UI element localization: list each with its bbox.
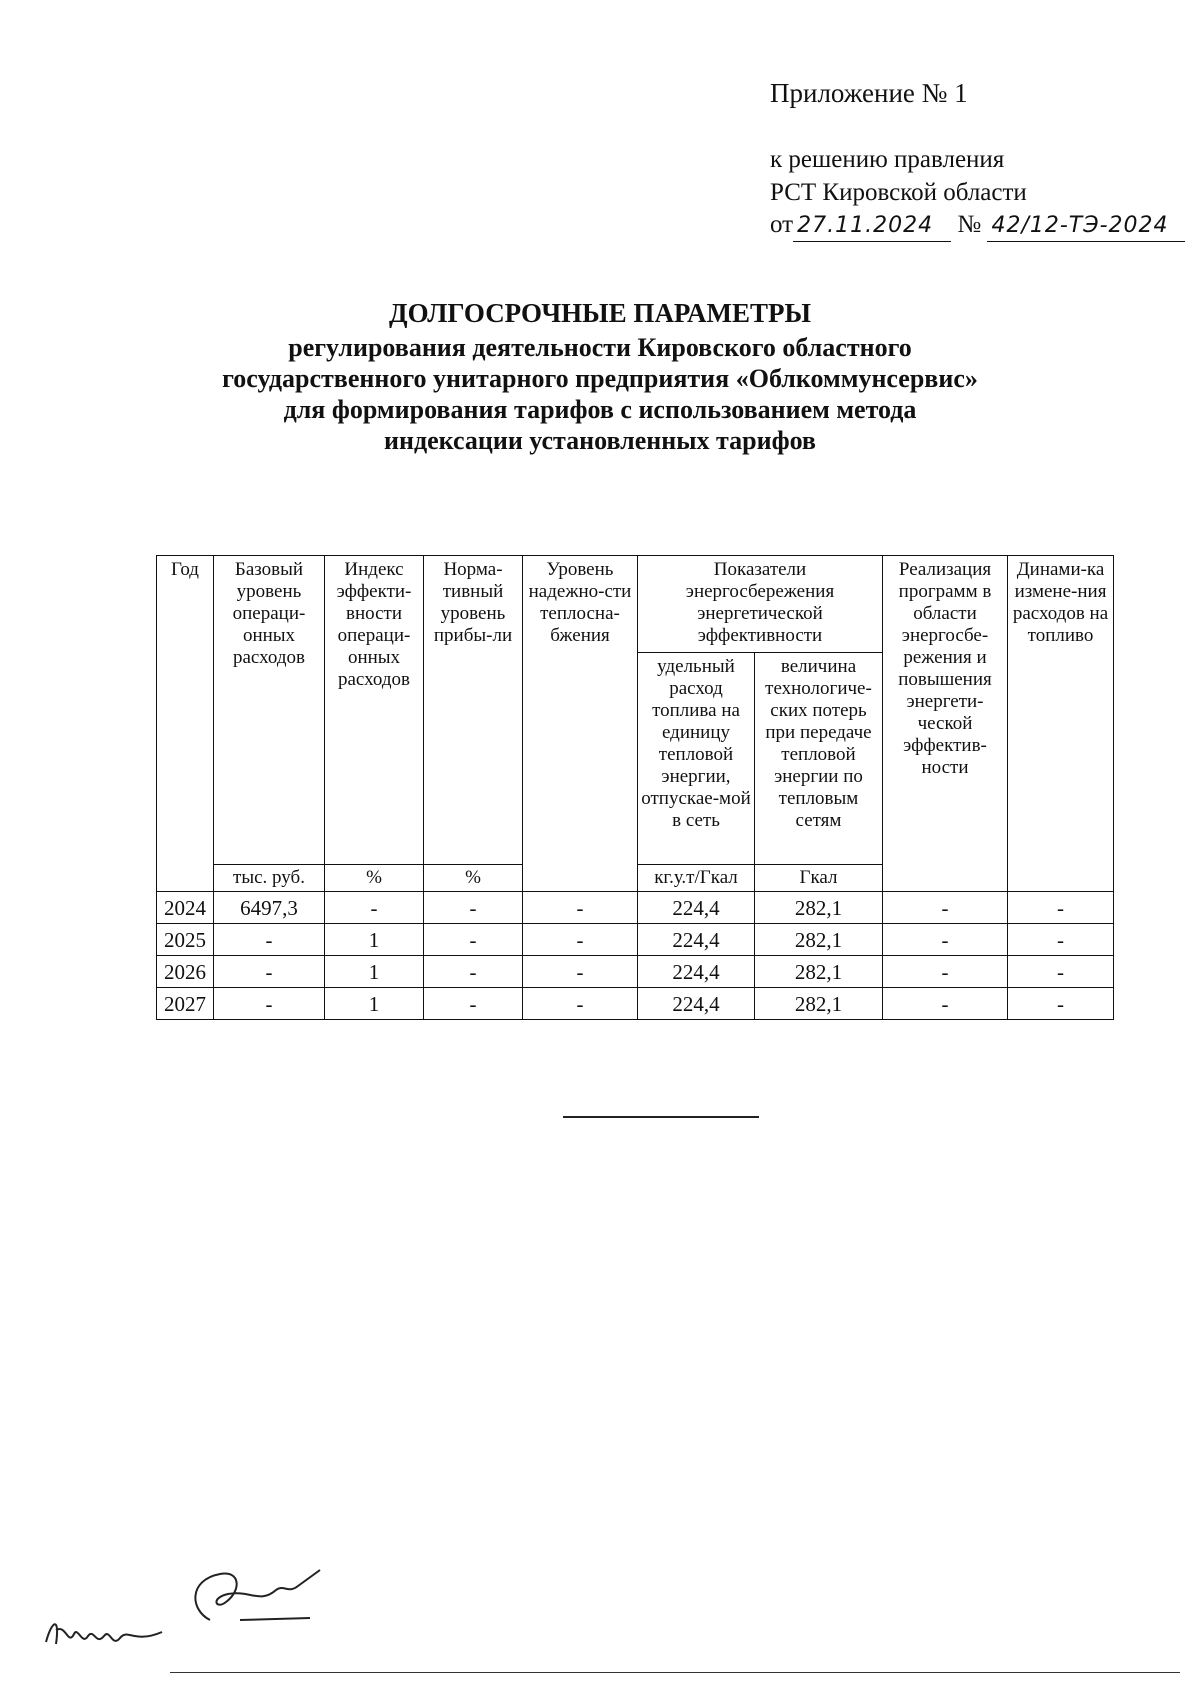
appendix-title: Приложение № 1 <box>770 78 968 108</box>
subtitle-line-2: государственного унитарного предприятия «Облкоммунсервис» <box>222 364 978 393</box>
header-profit-level: Норма-тивный уровень прибы-ли <box>424 556 523 865</box>
cell-year: 2027 <box>157 988 214 1020</box>
handwritten-initials <box>38 1600 168 1660</box>
table-row <box>157 988 1114 1020</box>
cell-profit-level: - <box>424 988 523 1020</box>
table-row <box>157 924 1114 956</box>
cell-year: 2024 <box>157 892 214 924</box>
unit-profit-level: % <box>424 865 523 892</box>
from-label: от <box>770 211 794 238</box>
unit-base-level: тыс. руб. <box>214 865 325 892</box>
cell-fuel-rate: 224,4 <box>638 956 755 988</box>
cell-profit-level: - <box>424 892 523 924</box>
cell-base-level: - <box>214 956 325 988</box>
parameters-table <box>156 555 1114 1020</box>
appendix-decision-line: к решению правления <box>770 146 1005 173</box>
cell-efficiency-index: 1 <box>325 924 424 956</box>
cell-year: 2025 <box>157 924 214 956</box>
cell-losses: 282,1 <box>755 988 883 1020</box>
unit-losses: Гкал <box>755 865 883 892</box>
cell-fuel-dynamics: - <box>1008 956 1114 988</box>
subtitle-line-4: индексации установленных тарифов <box>384 426 816 455</box>
header-fuel-dynamics: Динами-ка измене-ния расходов на топливо <box>1008 556 1114 892</box>
header-reliability: Уровень надежно-сти теплосна-бжения <box>523 556 638 892</box>
number-label: № <box>957 211 982 238</box>
header-efficiency-index: Индекс эффекти-вности операци-онных расходов <box>325 556 424 865</box>
header-energy-group: Показатели энергосбережения энергетической эффективности <box>638 556 883 653</box>
handwritten-number: 42/12-ТЭ-2024 <box>987 211 1185 242</box>
handwritten-date: 27.11.2024 <box>793 211 951 242</box>
cell-base-level: 6497,3 <box>214 892 325 924</box>
cell-reliability: - <box>523 956 638 988</box>
bottom-rule <box>170 1672 1180 1673</box>
cell-year: 2026 <box>157 956 214 988</box>
appendix-authority-line: РСТ Кировской области <box>770 179 1027 206</box>
header-losses: величина технологиче-ских потерь при передаче тепловой энергии по тепловым сетям <box>755 653 883 865</box>
cell-reliability: - <box>523 988 638 1020</box>
header-base-level: Базовый уровень операци-онных расходов <box>214 556 325 865</box>
cell-fuel-rate: 224,4 <box>638 892 755 924</box>
document-subtitle <box>100 332 1100 456</box>
cell-losses: 282,1 <box>755 956 883 988</box>
cell-fuel-rate: 224,4 <box>638 988 755 1020</box>
cell-profit-level: - <box>424 924 523 956</box>
table-row <box>157 956 1114 988</box>
separator-line <box>563 1116 759 1118</box>
unit-efficiency-index: % <box>325 865 424 892</box>
handwritten-signature <box>180 1560 330 1640</box>
appendix-date-number-line <box>770 210 1185 242</box>
cell-reliability: - <box>523 892 638 924</box>
cell-programs: - <box>883 892 1008 924</box>
cell-programs: - <box>883 988 1008 1020</box>
subtitle-line-3: для формирования тарифов с использованием метода <box>283 395 917 424</box>
header-year: Год <box>157 556 214 892</box>
cell-efficiency-index: - <box>325 892 424 924</box>
cell-fuel-rate: 224,4 <box>638 924 755 956</box>
table-header-row <box>157 556 1114 653</box>
cell-programs: - <box>883 924 1008 956</box>
cell-base-level: - <box>214 988 325 1020</box>
cell-fuel-dynamics: - <box>1008 988 1114 1020</box>
cell-losses: 282,1 <box>755 892 883 924</box>
cell-fuel-dynamics: - <box>1008 892 1114 924</box>
cell-losses: 282,1 <box>755 924 883 956</box>
unit-fuel-rate: кг.у.т/Гкал <box>638 865 755 892</box>
header-fuel-rate: удельный расход топлива на единицу тепловой энергии, отпускае-мой в сеть <box>638 653 755 865</box>
cell-fuel-dynamics: - <box>1008 924 1114 956</box>
table-row <box>157 892 1114 924</box>
cell-profit-level: - <box>424 956 523 988</box>
subtitle-line-1: регулирования деятельности Кировского областного <box>288 333 912 362</box>
header-programs: Реализация программ в области энергосбе-режения и повышения энергети-ческой эффектив-ности <box>883 556 1008 892</box>
cell-programs: - <box>883 956 1008 988</box>
cell-base-level: - <box>214 924 325 956</box>
cell-efficiency-index: 1 <box>325 956 424 988</box>
document-title: ДОЛГОСРОЧНЫЕ ПАРАМЕТРЫ <box>389 298 811 328</box>
cell-efficiency-index: 1 <box>325 988 424 1020</box>
cell-reliability: - <box>523 924 638 956</box>
